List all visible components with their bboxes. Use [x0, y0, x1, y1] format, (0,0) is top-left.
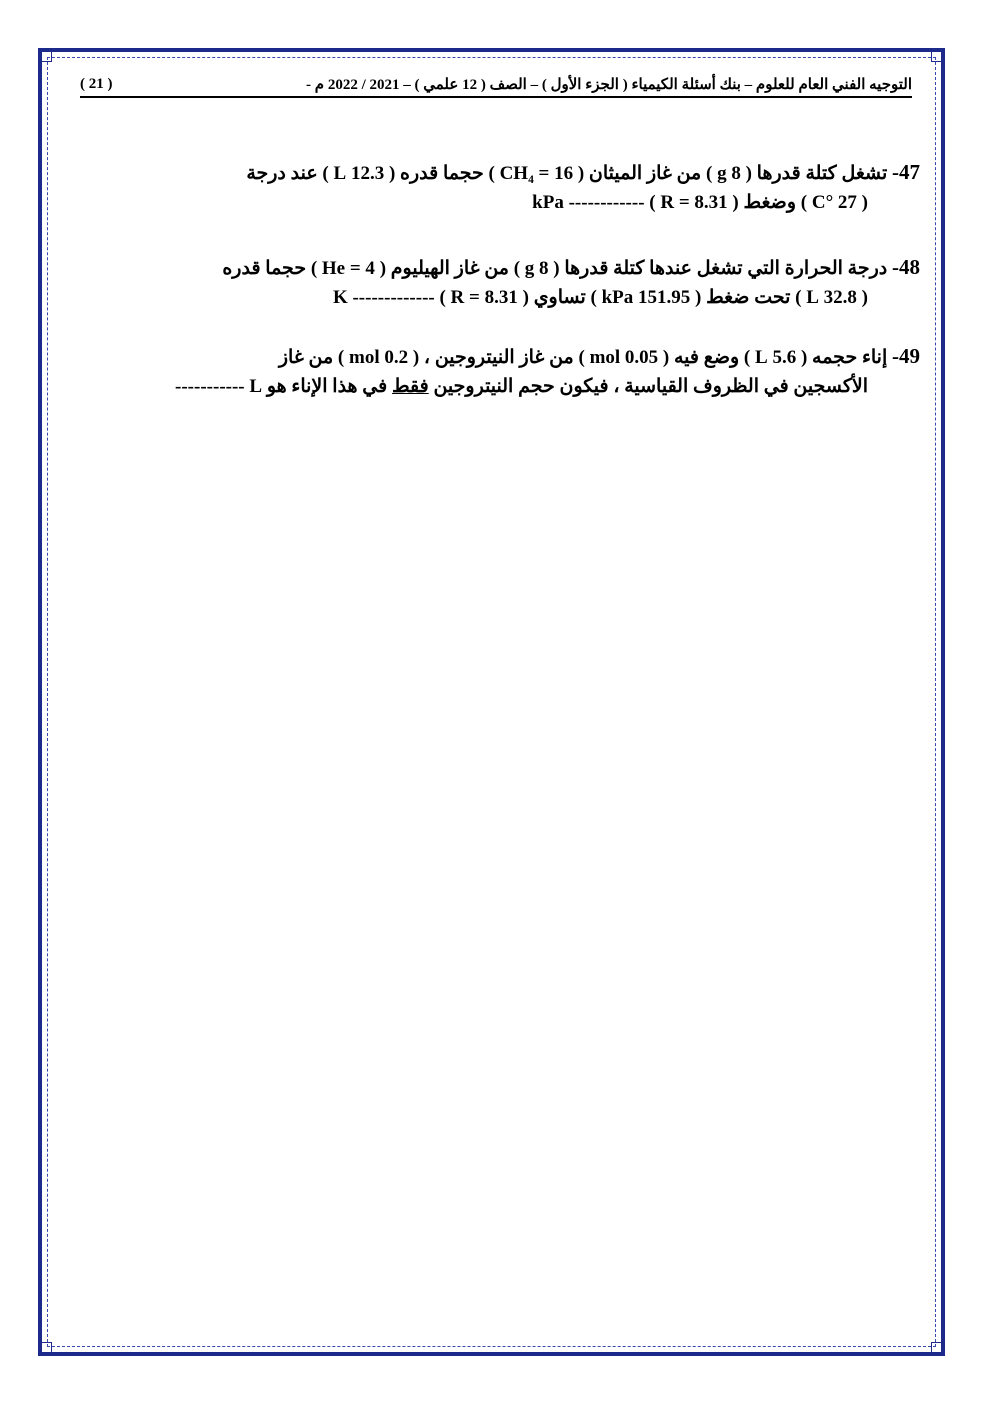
border-corner-top-left: [40, 50, 52, 62]
question-49: [175, 342, 920, 401]
question-47: [246, 158, 920, 217]
border-corner-bottom-right: [931, 1342, 943, 1354]
underlined-word: فقط: [391, 376, 429, 397]
question-text-line-2: [175, 372, 920, 401]
border-corner-top-right: [931, 50, 943, 62]
question-number: 49-: [892, 344, 920, 368]
question-text-line-2-start: الأكسجين في الظروف القياسية ، فيكون حجم النيتروجين: [433, 376, 868, 397]
question-text-line-1: درجة الحرارة التي تشغل عندها كتلة قدرها ( 8 g ) من غاز الهيليوم ( He = 4 ) حجما قدره: [222, 258, 888, 279]
header-title: التوجيه الفني العام للعلوم – بنك أسئلة الكيمياء ( الجزء الأول ) – الصف ( 12 علمي ) – 2021 / 2022 م -: [306, 76, 912, 93]
question-text-line-2-end: في هذا الإناء هو L -----------: [175, 376, 388, 397]
page-header: [80, 72, 912, 98]
question-number: 47-: [892, 160, 920, 184]
question-number: 48-: [892, 255, 920, 279]
question-text-line-2: ( 32.8 L ) تحت ضغط ( 151.95 kPa ) تساوي K ------------- ( R = 8.31 ): [332, 287, 868, 308]
question-48: [222, 253, 920, 312]
page-border-inner: [47, 57, 936, 1347]
border-corner-bottom-left: [40, 1342, 52, 1354]
question-text-line-1: تشغل كتلة قدرها ( 8 g ) من غاز الميثان ( CH₄ = 16 ) حجما قدره ( 12.3 L ) عند درجة: [246, 163, 888, 184]
question-text-line-1: إناء حجمه ( 5.6 L ) وضع فيه ( 0.05 mol ) من غاز النيتروجين ، ( 0.2 mol ) من غاز: [278, 347, 888, 368]
question-text-line-2: ( 27 °C ) وضغط kPa ------------ ( R = 8.31 ): [532, 192, 868, 213]
page-number: ( 21 ): [80, 75, 113, 92]
